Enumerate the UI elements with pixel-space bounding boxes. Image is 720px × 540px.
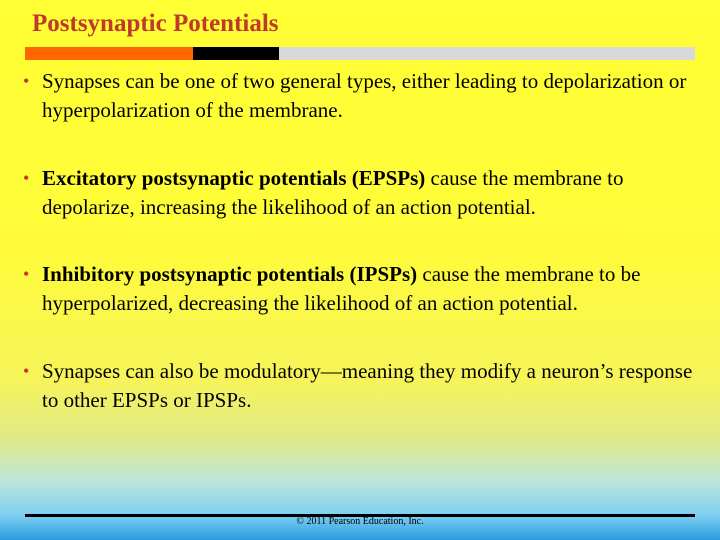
bullet-text: cause the membrane to depolarize, increasing the likelihood of an action potential.: [42, 166, 624, 219]
bullet-list: [23, 67, 693, 415]
bullet-text: cause the membrane to be hyperpolarized, decreasing the likelihood of an action potential.: [42, 262, 641, 315]
bullet-item: [23, 164, 693, 222]
bullet-item: [23, 357, 693, 415]
bullet-icon: •: [23, 361, 30, 381]
title-underline-bars: [25, 47, 695, 60]
copyright-footer: © 2011 Pearson Education, Inc.: [296, 516, 424, 527]
bullet-icon: •: [23, 71, 30, 91]
bullet-icon: •: [23, 168, 30, 188]
orange-bar-segment: [25, 47, 193, 60]
black-bar-segment: [193, 47, 279, 60]
gray-bar-segment: [279, 47, 695, 60]
bullet-bold-term: Inhibitory postsynaptic potentials (IPSPs): [42, 262, 418, 286]
bullet-text: Synapses can also be modulatory—meaning they modify a neuron’s response to other EPSPs or IPSPs.: [42, 359, 693, 412]
bullet-item: [23, 67, 693, 125]
bullet-bold-term: Excitatory postsynaptic potentials (EPSPs): [42, 166, 426, 190]
bullet-text: Synapses can be one of two general types, either leading to depolarization or hyperpolarization of the membrane.: [42, 69, 687, 122]
bullet-item: [23, 260, 693, 318]
slide-title: Postsynaptic Potentials: [32, 10, 279, 37]
bullet-icon: •: [23, 264, 30, 284]
